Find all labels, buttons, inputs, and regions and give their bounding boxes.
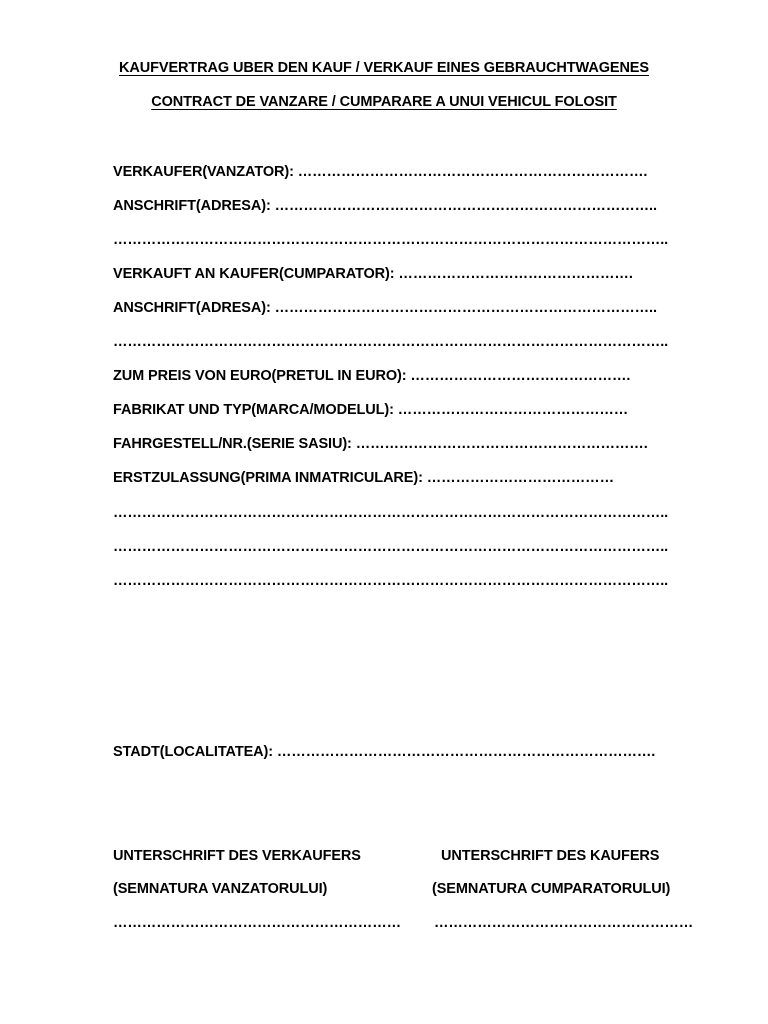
title-romanian: CONTRACT DE VANZARE / CUMPARARE A UNUI VEHICUL FOLOSIT (151, 94, 617, 110)
field-city: STADT(LOCALITATEA): ……………………………………………………………………. (113, 744, 656, 760)
field-blank-line-3: …………………………………………………………………………………………………….. (113, 573, 669, 589)
buyer-signature-label-de: UNTERSCHRIFT DES KAUFERS (441, 848, 660, 864)
buyer-signature-label-ro: (SEMNATURA CUMPARATORULUI) (432, 881, 671, 897)
seller-signature-line: …………………………………………………… (113, 915, 402, 931)
field-seller-address: ANSCHRIFT(ADRESA): …………………………………………………………………….. (113, 198, 657, 214)
field-chassis-number: FAHRGESTELL/NR.(SERIE SASIU): ……………………………………………………. (113, 436, 648, 452)
seller-signature-label-ro: (SEMNATURA VANZATORULUI) (113, 881, 328, 897)
field-make-model: FABRIKAT UND TYP(MARCA/MODELUL): ………………………………………… (113, 402, 629, 418)
field-first-registration: ERSTZULASSUNG(PRIMA INMATRICULARE): ………………………………… (113, 470, 614, 486)
field-blank-line-1: …………………………………………………………………………………………………….. (113, 505, 669, 521)
field-price: ZUM PREIS VON EURO(PRETUL IN EURO): ………………………………………. (113, 368, 631, 384)
field-seller: VERKAUFER(VANZATOR): ………………………………………………………………. (113, 164, 648, 180)
field-buyer-address: ANSCHRIFT(ADRESA): …………………………………………………………………….. (113, 300, 657, 316)
seller-signature-label-de: UNTERSCHRIFT DES VERKAUFERS (113, 848, 361, 864)
field-seller-address-continued: …………………………………………………………………………………………………….. (113, 232, 669, 248)
field-buyer-address-continued: …………………………………………………………………………………………………….. (113, 334, 669, 350)
buyer-signature-line: ……………………………………………… (434, 915, 694, 931)
field-blank-line-2: …………………………………………………………………………………………………….. (113, 539, 669, 555)
field-buyer: VERKAUFT AN KAUFER(CUMPARATOR): …………………………………………. (113, 266, 633, 282)
title-german: KAUFVERTRAG UBER DEN KAUF / VERKAUF EINES GEBRAUCHTWAGENES (119, 60, 649, 76)
